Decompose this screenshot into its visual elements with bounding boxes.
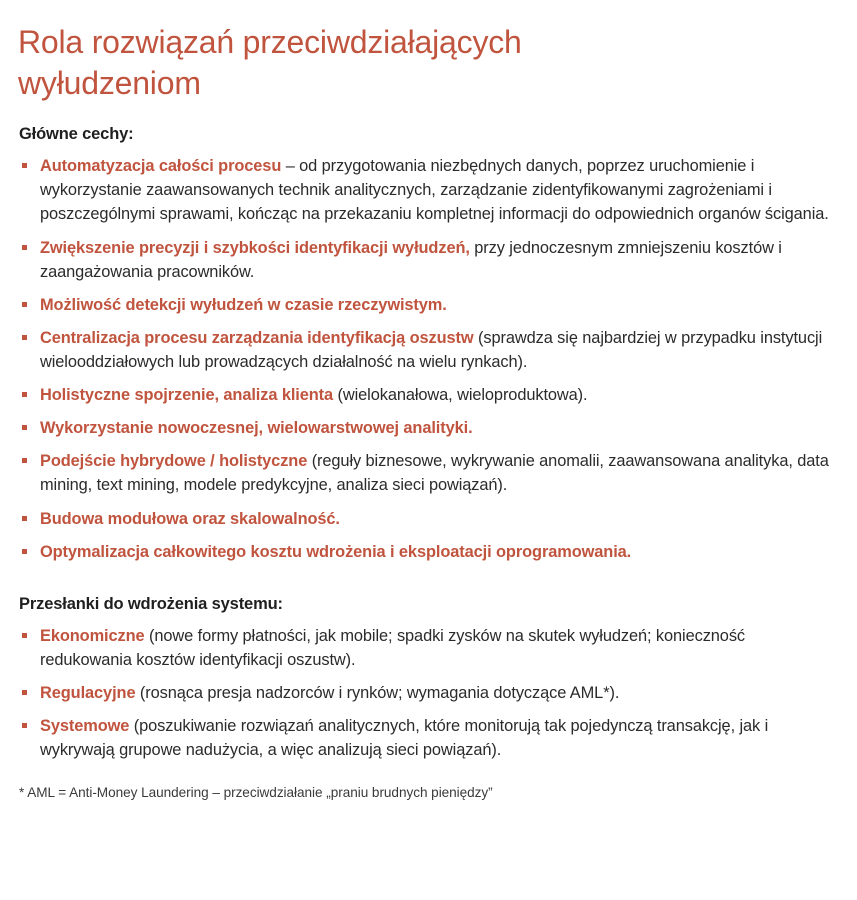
list-item-rest: (rosnąca presja nadzorców i rynków; wymagania dotyczące AML*). (135, 684, 620, 702)
list-item (18, 624, 837, 672)
list-item-lead: Zwiększenie precyzji i szybkości identyfikacji wyłudzeń, (40, 238, 470, 257)
square-bullet-icon (22, 458, 27, 463)
list-item (18, 326, 837, 374)
list-item-lead: Optymalizacja całkowitego kosztu wdrożenia i eksploatacji oprogramowania. (40, 542, 632, 561)
list-item-lead: Ekonomiczne (40, 626, 145, 645)
square-bullet-icon (22, 690, 27, 695)
list-item-rest: przy jednoczesnym zmniejszeniu kosztów i zaangażowania pracowników. (40, 238, 782, 281)
list-item-rest: (poszukiwanie rozwiązań analitycznych, które monitorują tak pojedynczą transakcję, jak i wykrywają grupowe nadużycia, a więc analizują sieci powiązań). (40, 717, 769, 760)
reasons-list (18, 624, 837, 763)
list-item-rest: (wielokanałowa, wieloproduktowa). (333, 386, 588, 405)
list-item (18, 236, 837, 284)
list-item (18, 416, 837, 440)
list-item-lead: Wykorzystanie nowoczesnej, wielowarstwowej analityki. (40, 419, 473, 438)
list-item-lead: Automatyzacja całości procesu (40, 157, 282, 176)
list-item (18, 154, 837, 226)
list-item-lead: Możliwość detekcji wyłudzeń w czasie rzeczywistym. (40, 295, 447, 314)
square-bullet-icon (22, 335, 27, 340)
list-item-rest: – od przygotowania niezbędnych danych, poprzez uruchomienie i wykorzystanie zaawansowanych technik analitycznych, zarządzanie zidentyfikowanymi zagrożeniami i poszczególnymi sprawami, kończąc na przekazaniu kompletnej informacji do odpowiednich organów ścigania. (40, 157, 829, 224)
list-item-rest: (sprawdza się najbardziej w przypadku instytucji wielooddziałowych lub prowadzących działalność na wielu rynkach). (40, 328, 823, 372)
square-bullet-icon (22, 425, 27, 430)
list-item (18, 507, 837, 531)
list-item (18, 293, 837, 317)
features-list (18, 154, 837, 564)
square-bullet-icon (22, 302, 27, 307)
square-bullet-icon (22, 392, 27, 397)
square-bullet-icon (22, 163, 27, 168)
list-item (18, 383, 837, 407)
section-heading-features: Główne cechy: (19, 125, 134, 144)
section-heading-reasons: Przesłanki do wdrożenia systemu: (19, 594, 283, 613)
list-item-lead: Systemowe (40, 717, 130, 736)
list-item (18, 449, 837, 497)
page-title: Rola rozwiązań przeciwdziałających wyłudzeniom (18, 24, 522, 101)
list-item-lead: Holistyczne spojrzenie, analiza klienta (40, 386, 334, 405)
list-item-lead: Centralizacja procesu zarządzania identyfikacją oszustw (40, 328, 474, 347)
square-bullet-icon (22, 516, 27, 521)
square-bullet-icon (22, 633, 27, 638)
list-item-rest: (nowe formy płatności, jak mobile; spadki zysków na skutek wyłudzeń; konieczność redukowania kosztów identyfikacji oszustw). (40, 626, 746, 669)
list-item (18, 540, 837, 564)
list-item-rest: (reguły biznesowe, wykrywanie anomalii, zaawansowana analityka, data mining, text mining, modele predykcyjne, analiza sieci powiązań). (40, 452, 829, 495)
square-bullet-icon (22, 723, 27, 728)
list-item-lead: Podejście hybrydowe / holistyczne (40, 452, 308, 471)
list-item-lead: Regulacyjne (40, 684, 136, 702)
footnote-aml: * AML = Anti-Money Laundering – przeciwdziałanie „praniu brudnych pieniędzy” (19, 785, 493, 801)
square-bullet-icon (22, 549, 27, 554)
list-item (18, 714, 837, 762)
square-bullet-icon (22, 245, 27, 250)
list-item (18, 681, 837, 705)
list-item-lead: Budowa modułowa oraz skalowalność. (40, 509, 340, 528)
